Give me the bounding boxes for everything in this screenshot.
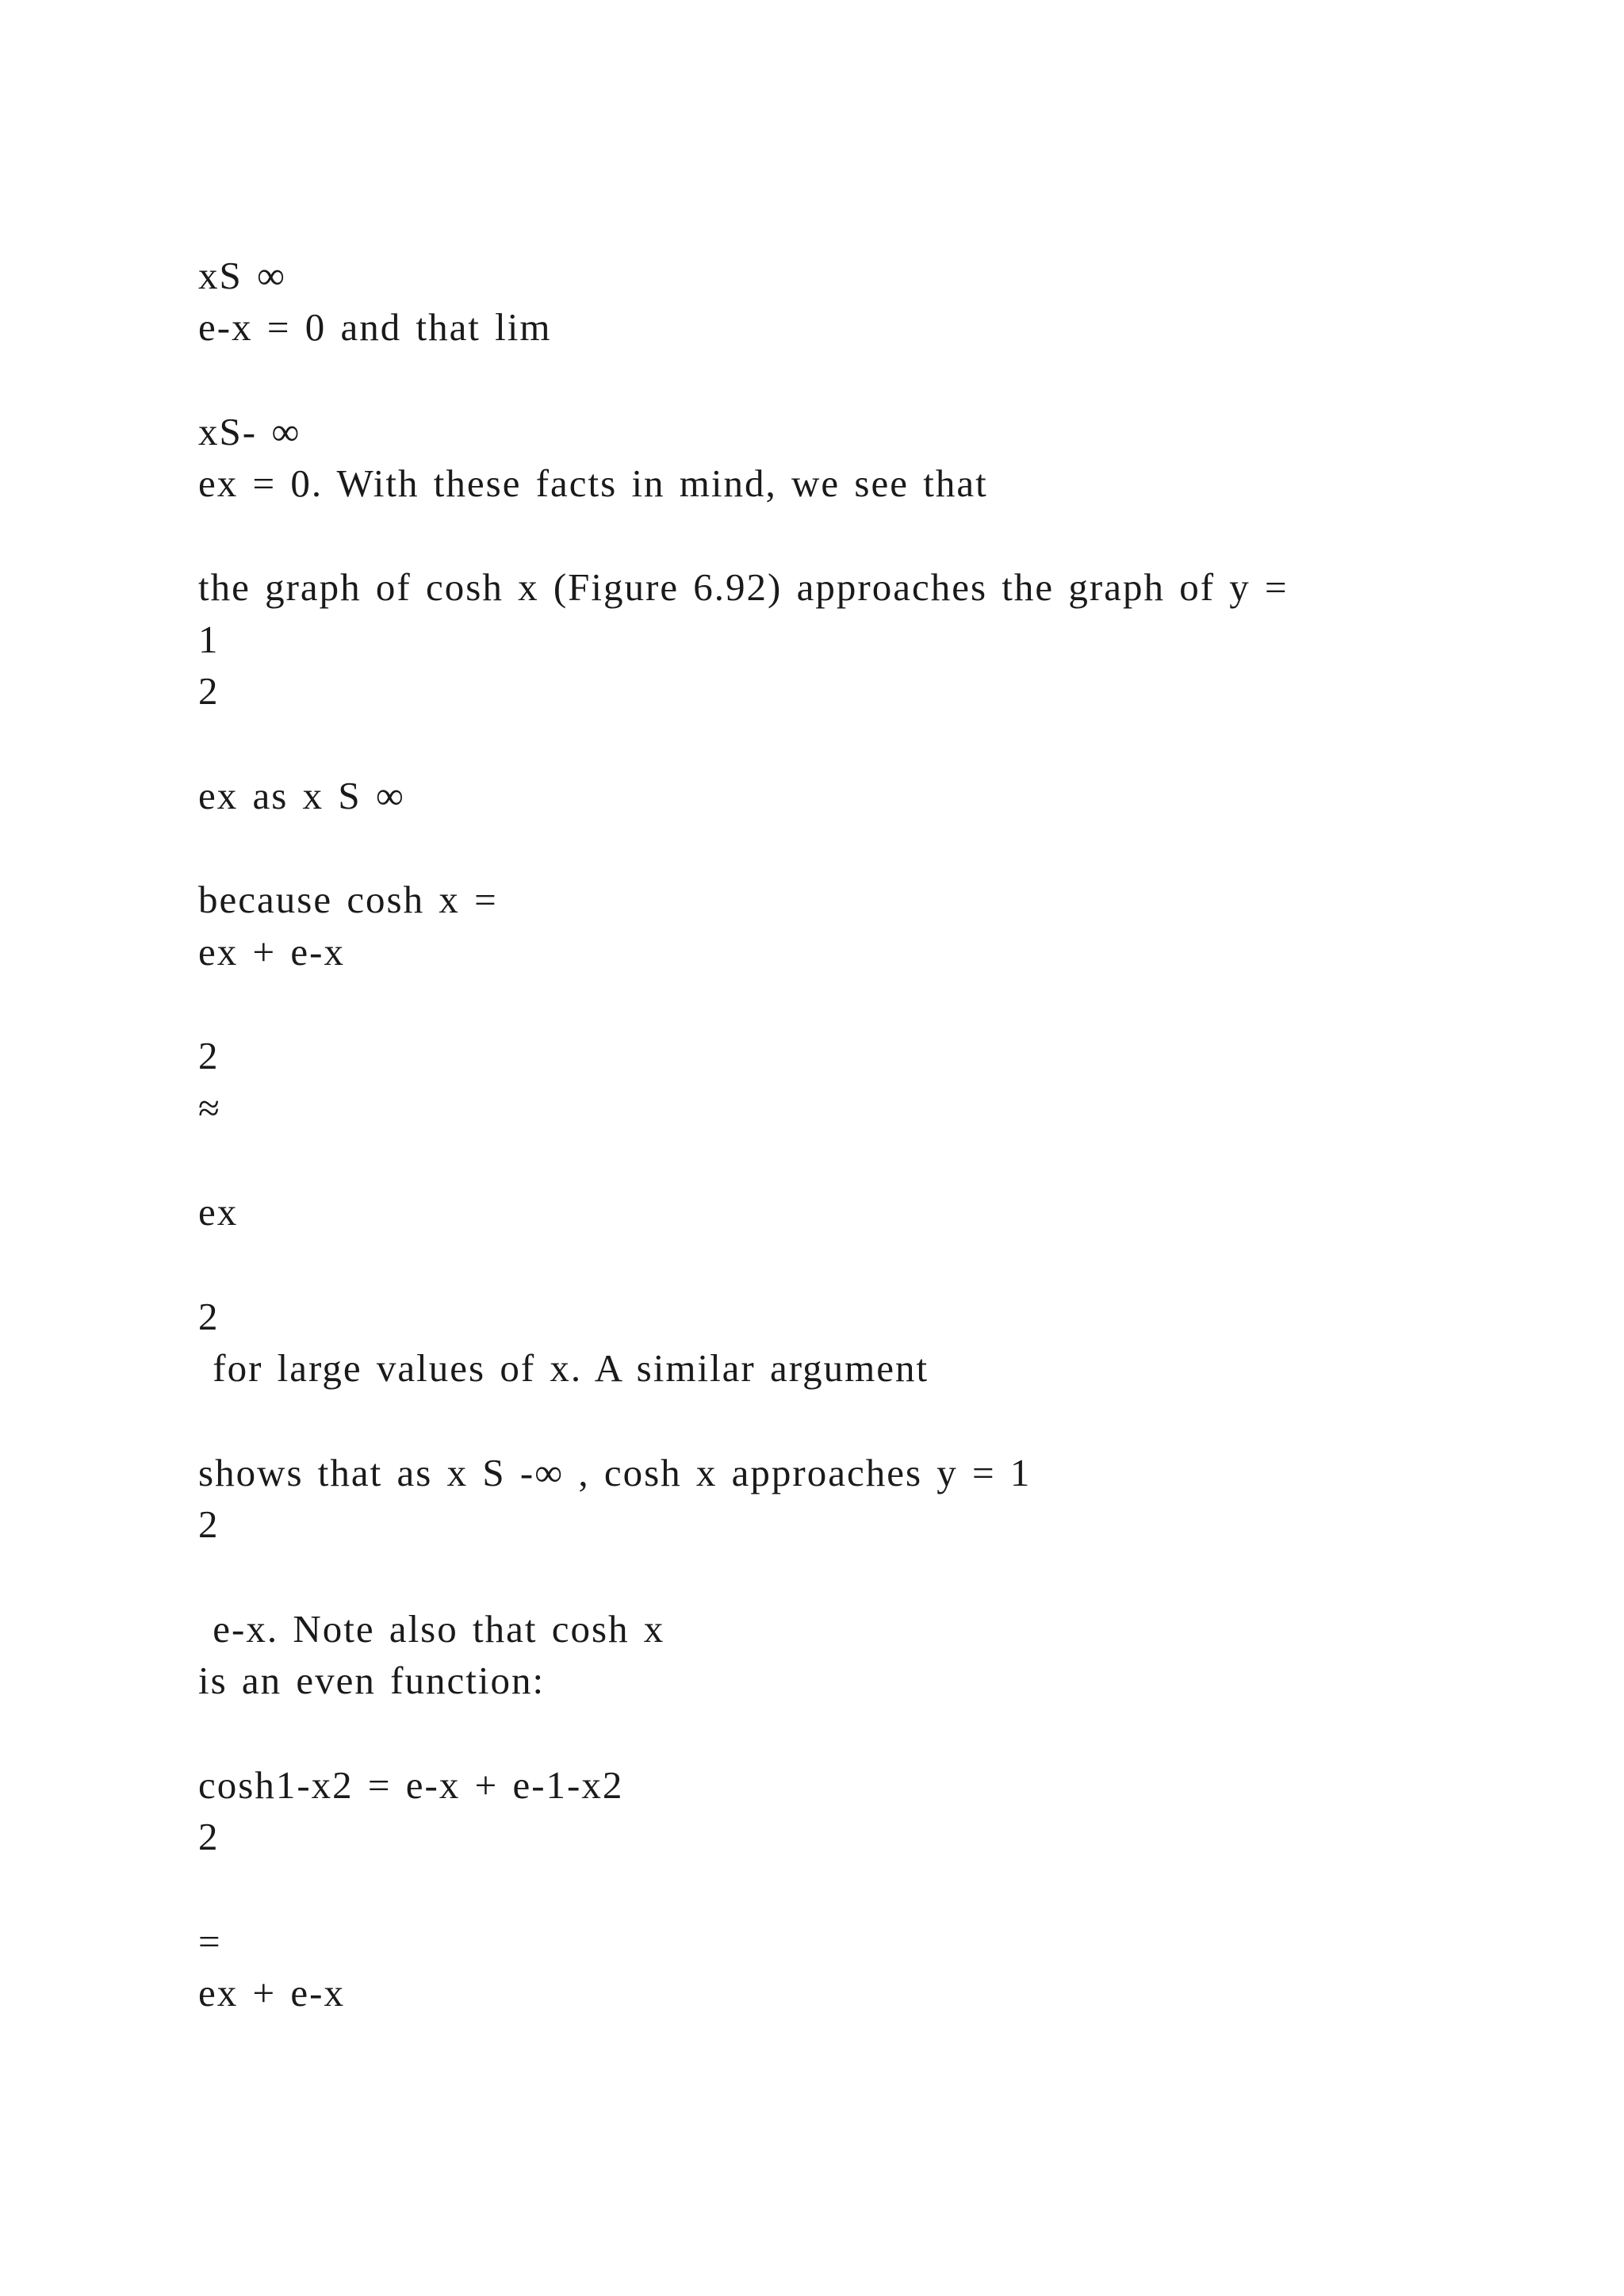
text-line: e-x = 0 and that lim bbox=[198, 305, 552, 349]
text-line: the graph of cosh x (Figure 6.92) approaches the graph of y = bbox=[198, 565, 1289, 609]
text-line: 2 bbox=[198, 669, 220, 713]
text-line: ex bbox=[198, 1190, 239, 1234]
text-line: = bbox=[198, 1919, 222, 1963]
text-line: ex + e-x bbox=[198, 930, 345, 974]
text-line: 2 bbox=[198, 1815, 220, 1858]
text-line: is an even function: bbox=[198, 1659, 546, 1702]
text-line: 2 bbox=[198, 1502, 220, 1546]
text-line: shows that as x S -∞ , cosh x approaches y = 1 bbox=[198, 1451, 1032, 1494]
text-line: 2 bbox=[198, 1034, 220, 1077]
text-line: e-x. Note also that cosh x bbox=[198, 1607, 665, 1651]
text-line: 1 bbox=[198, 618, 220, 661]
text-line: xS ∞ bbox=[198, 254, 286, 297]
text-line: ≈ bbox=[198, 1086, 221, 1130]
text-line: for large values of x. A similar argument bbox=[198, 1346, 929, 1390]
text-line: cosh1-x2 = e-x + e-1-x2 bbox=[198, 1763, 624, 1807]
text-line: ex + e-x bbox=[198, 1971, 345, 2015]
text-line: ex as x S ∞ bbox=[198, 774, 405, 817]
text-line: 2 bbox=[198, 1295, 220, 1338]
text-line: because cosh x = bbox=[198, 878, 498, 921]
text-line: ex = 0. With these facts in mind, we see that bbox=[198, 461, 988, 505]
text-line: xS- ∞ bbox=[198, 410, 301, 453]
